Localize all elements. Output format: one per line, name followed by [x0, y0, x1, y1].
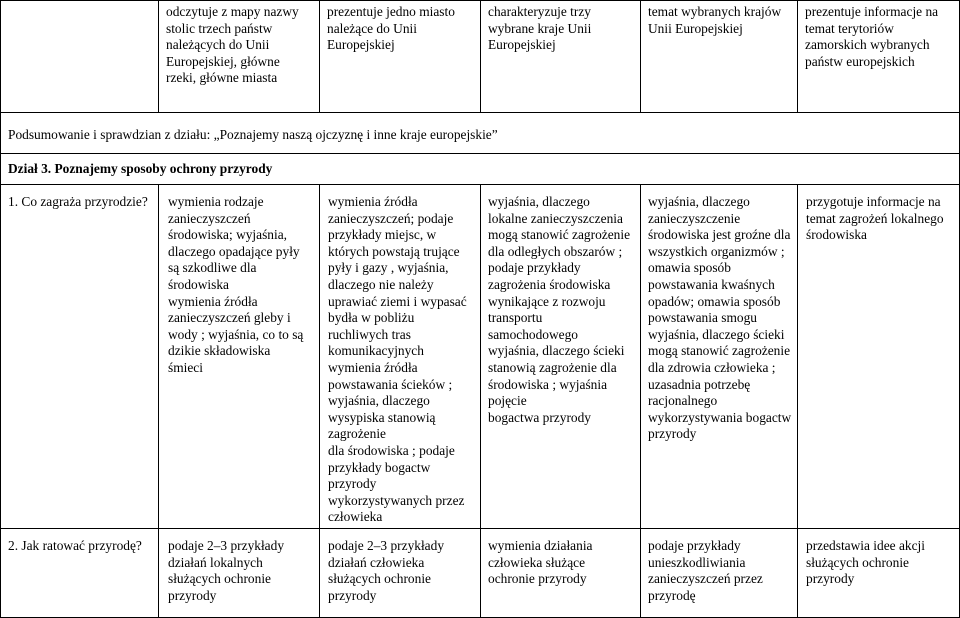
rule: [480, 184, 481, 618]
rule: [319, 0, 320, 112]
row2-cell-1: podaje 2–3 przykłady działań lokalnych służących ochronie przyrody: [168, 538, 285, 603]
row2-cell-5: przedstawia idee akcji służących ochronie przyrody: [806, 538, 925, 587]
summary-row: Podsumowanie i sprawdzian z działu: „Poznajemy naszą ojczyznę i inne kraje europejskie”: [8, 127, 498, 142]
row1-cell-4: wyjaśnia, dlaczego zanieczyszczenie środowiska jest groźne dla wszystkich organizmów ; omawia sposób powstawania kwaśnych opadów; omawia sposób powstawania smogu wyjaśnia, dlaczego ścieki mogą stanowić zagrożenie dla zdrowia człowieka ; uzasadnia potrzebę racjonalnego wykorzystywania bogactw przyrody: [648, 194, 792, 442]
row1-cell-3: wyjaśnia, dlaczego lokalne zanieczyszczenia mogą stanowić zagrożenie dla odległych obszarów ; podaje przykłady zagrożenia środowiska wynikające z rozwoju transportu samochodowego wyjaśnia, dlaczego ścieki stanowią zagrożenie dla środowiska ; wyjaśnia pojęcie bogactwa przyrody: [488, 194, 631, 425]
top-cell-3: charakteryzuje trzy wybrane kraje Unii Europejskiej: [488, 4, 592, 53]
top-cell-2: prezentuje jedno miasto należące do Unii Europejskiej: [327, 4, 455, 53]
top-cell-4: temat wybranych krajów Unii Europejskiej: [648, 4, 782, 36]
rule: [640, 0, 641, 112]
rule: [158, 184, 159, 618]
row1-cell-1: wymienia rodzaje zanieczyszczeń środowiska; wyjaśnia, dlaczego opadające pyły są szkodliwe dla środowiska wymienia źródła zanieczyszczeń gleby i wody ; wyjaśnia, co to są dzikie składowiska śmieci: [168, 194, 304, 375]
row1-cell-2: wymienia źródła zanieczyszczeń; podaje przykłady miejsc, w których powstają trujące pyły i gazy , wyjaśnia, dlaczego nie należy uprawiać ziemi i wypasać bydła w pobliżu ruchliwych tras komunikacyjnych wymienia źródła powstawania ścieków ; wyjaśnia, dlaczego wysypiska stanowią zagrożenie dla środowiska ; podaje przykłady bogactw przyrody wykorzystywanych przez człowieka: [328, 194, 467, 525]
rule: [797, 184, 798, 618]
rule: [0, 153, 960, 154]
rule: [640, 184, 641, 618]
row2-cell-4: podaje przykłady unieszkodliwiania zanieczyszczeń przez przyrodę: [648, 538, 763, 603]
row1-cell-5: przygotuje informacje na temat zagrożeń lokalnego środowiska: [806, 194, 944, 243]
rule: [319, 184, 320, 618]
rule: [0, 0, 1, 618]
top-cell-1: odczytuje z mapy nazwy stolic trzech państw należących do Unii Europejskiej, główne rzeki, główne miasta: [166, 4, 299, 86]
rule: [0, 112, 960, 113]
topic-2: 2. Jak ratować przyrodę?: [8, 538, 142, 553]
top-cell-5: prezentuje informacje na temat terytoriów zamorskich wybranych państw europejskich: [805, 4, 939, 69]
row2-cell-3: wymienia działania człowieka służące ochronie przyrody: [488, 538, 593, 587]
topic-1: 1. Co zagraża przyrodzie?: [8, 194, 148, 209]
rule: [797, 0, 798, 112]
section-title: Dział 3. Poznajemy sposoby ochrony przyrody: [8, 161, 273, 176]
row2-cell-2: podaje 2–3 przykłady działań człowieka służących ochronie przyrody: [328, 538, 445, 603]
rule: [480, 0, 481, 112]
rule: [158, 0, 159, 112]
